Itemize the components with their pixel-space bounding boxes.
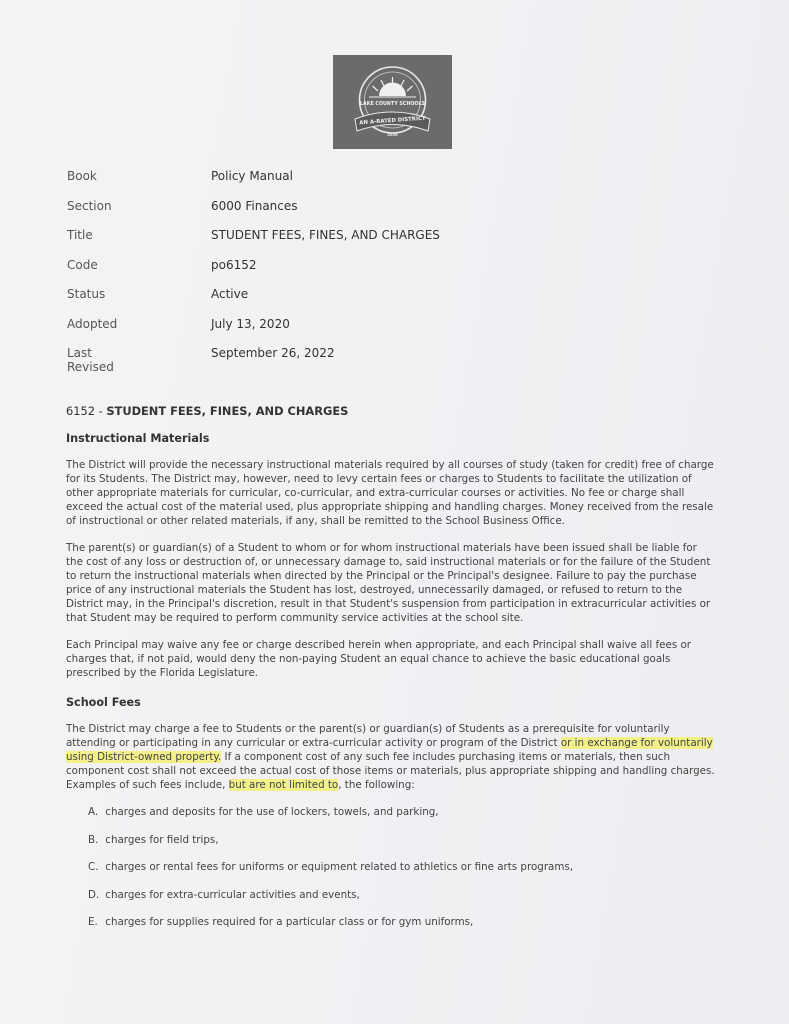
meta-value: Active [211, 287, 249, 301]
meta-value: Policy Manual [211, 169, 293, 183]
meta-value: July 13, 2020 [211, 316, 290, 331]
list-item [88, 806, 716, 818]
meta-key: Book [67, 169, 97, 183]
list-letter: E. [88, 916, 98, 928]
policy-heading [66, 404, 716, 418]
paragraph-4-text: If a component cost of any such fee includes purchasing items or materials, then such component cost shall not exceed the actual cost of those items or materials, plus appropriate shipping and handling charges. Examples of such fees include, [66, 751, 715, 791]
list-letter: D. [88, 888, 100, 901]
list-text: charges for extra-curricular activities and events, [105, 888, 360, 901]
paragraph-2: The parent(s) or guardian(s) of a Student to whom or for whom instructional materials have been issued shall be liable for the cost of any loss or destruction of, or unnecessary damage to, said instructional materials or for the failure of the Student to return the instructional materials when directed by the Principal or the Principal's designee. Failure to pay the purchase price of any instructional materials the Student has lost, destroyed, unnecessarily damaged, or refused to return to the District may, in the Principal's discretion, result in that Student's suspension from participation in extracurricular activities or that Student may be required to perform community service activities at the school site. [66, 542, 711, 624]
list-text: charges and deposits for the use of lockers, towels, and parking, [105, 806, 439, 818]
meta-value: STUDENT FEES, FINES, AND CHARGES [211, 228, 440, 242]
highlight-1: or in exchange for voluntarily using District-owned property. [66, 737, 713, 763]
logo-line-3: 2020 [387, 132, 398, 137]
paragraph-4-text: The District may charge a fee to Students or the parent(s) or guardian(s) of Students as a prerequisite for voluntarily attending or participating in any curricular or extra-curricular activity or program of the District [66, 723, 670, 749]
meta-key: Last Revised [67, 346, 114, 374]
meta-key: Code [67, 257, 98, 272]
paragraph-3: Each Principal may waive any fee or charge described herein when appropriate, and each Principal shall waive all fees or charges that, if not paid, would deny the non-paying Student an equal chance to achieve the basic educational goals prescribed by the Florida Legislature. [66, 639, 692, 679]
list-item [88, 861, 716, 873]
paragraph-4 [66, 722, 716, 792]
meta-key: Adopted [67, 316, 118, 331]
meta-key: Title [67, 228, 93, 242]
policy-title: STUDENT FEES, FINES, AND CHARGES [106, 404, 349, 418]
list-text: charges or rental fees for uniforms or equipment related to athletics or fine arts programs, [105, 861, 574, 873]
list-text: charges for supplies required for a particular class or for gym uniforms, [105, 916, 474, 928]
list-item [88, 889, 716, 901]
fee-examples-list [66, 806, 716, 928]
meta-key: Status [67, 287, 106, 301]
list-item [88, 916, 716, 928]
meta-key: Section [67, 198, 112, 213]
district-logo [333, 55, 452, 149]
policy-number: 6152 - [66, 404, 107, 418]
policy-body [66, 404, 716, 944]
list-letter: C. [88, 861, 99, 873]
list-text: charges for field trips, [105, 833, 219, 846]
list-letter: B. [88, 833, 99, 846]
paragraph-1: The District will provide the necessary instructional materials required by all courses of study (taken for credit) free of charge for its Students. The District may, however, need to levy certain fees or charges to Students to facilitate the utilization of other appropriate materials for curricular, co-curricular, and extra-curricular courses or activities. No fee or charge shall exceed the actual cost of the material used, plus appropriate shipping and handling charges. Money received from the resale of instructional or other related materials, if any, shall be remitted to the School Business Office. [66, 459, 714, 527]
paragraph-4-text: , the following: [338, 779, 415, 791]
logo-line-1: LAKE COUNTY SCHOOLS [359, 102, 425, 107]
logo-line-2: AN A-RATED DISTRICT [359, 115, 426, 127]
meta-value: 6000 Finances [211, 198, 298, 213]
meta-value: po6152 [211, 257, 257, 272]
school-fees-heading: School Fees [66, 696, 141, 709]
instructional-materials-heading: Instructional Materials [66, 432, 210, 445]
meta-value: September 26, 2022 [211, 346, 335, 360]
list-item [88, 834, 716, 846]
list-letter: A. [88, 806, 99, 818]
highlight-2: but are not limited to [228, 779, 339, 791]
